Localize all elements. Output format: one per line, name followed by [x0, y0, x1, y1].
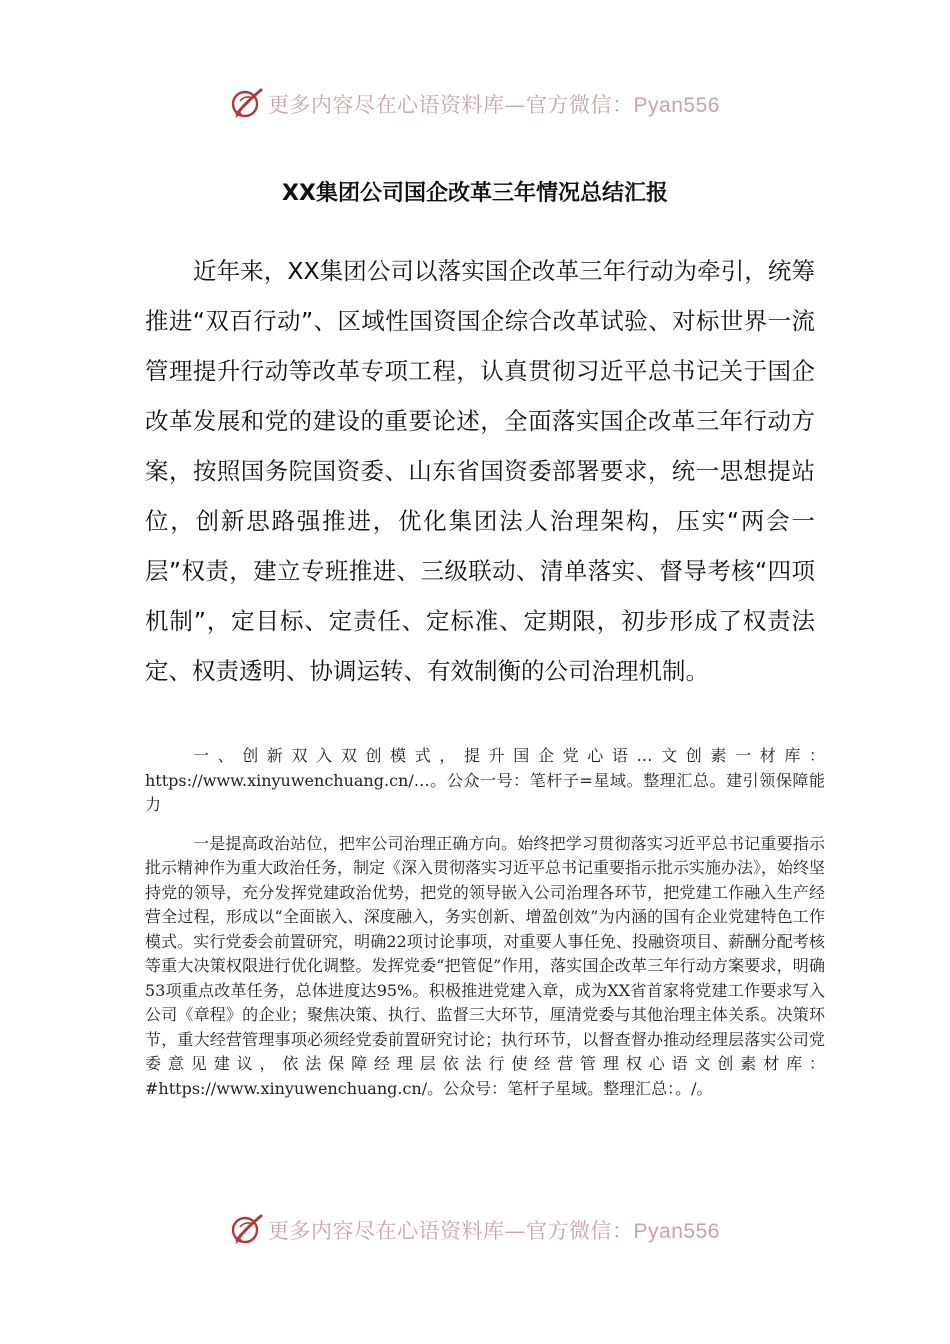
pen-logo-icon: [230, 1213, 264, 1247]
body-paragraph: 一是提高政治站位，把牢公司治理正确方向。始终把学习贯彻落实习近平总书记重要指示批示精神作为重大政治任务，制定《深入贯彻落实习近平总书记重要指示批示实施办法》，始终坚持党的领导，充分发挥党建政治优势，把党的领导嵌入公司治理各环节，把党建工作融入生产经营全过程，形成以“全面嵌入、深度融入，务实创新、增盈创效”为内涵的国有企业党建特色工作模式。实行党委会前置研究，明确22项讨论事项，对重要人事任免、投融资项目、薪酬分配考核等重大决策权限进行优化调整。发挥党委“把管促”作用，落实国企改革三年行动方案要求，明确53项重点改革任务，总体进度达95%。积极推进党建入章，成为XX省首家将党建工作要求写入公司《章程》的企业；聚焦决策、执行、监督三大环节，厘清党委与其他治理主体关系。决策环节，重大经营管理事项必须经党委前置研究讨论；执行环节，以督查督办推动经理层落实公司党委意见建议，依法保障经理层依法行使经营管理权心语文创素材库：#https://www.xinyuwenchuang.cn/。公众号：笔杆子星域。整理汇总：。/。: [145, 833, 826, 1098]
watermark-account: Pyan556: [633, 94, 720, 117]
watermark-text: 更多内容尽在心语资料库—官方微信：Pyan556: [268, 1219, 720, 1243]
intro-paragraph: 近年来，XX集团公司以落实国企改革三年行动为牵引，统筹推进“双百行动”、区域性国资国企综合改革试验、对标世界一流管理提升行动等改革专项工程，认真贯彻习近平总书记关于国企改革发展和党的建设的重要论述，全面落实国企改革三年行动方案，按照国务院国资委、山东省国资委部署要求，统一思想提站位，创新思路强推进，优化集团法人治理架构，压实“两会一层”权责，建立专班推进、三级联动、清单落实、督导考核“四项机制”，定目标、定责任、定标准、定期限，初步形成了权责法定、权责透明、协调运转、有效制衡的公司治理机制。: [145, 257, 815, 685]
document-body: [145, 744, 825, 1101]
watermark-account: Pyan556: [633, 1220, 720, 1243]
watermark-banner-bottom: [0, 1206, 950, 1254]
section-heading: 一、创新双入双创模式，提升国企党心语…文创素一材库：https://www.xinyuwenchuang.cn/…。公众一号：笔杆子=星域。整理汇总。建引领保障能力: [145, 746, 825, 814]
pen-logo-icon: [230, 87, 264, 121]
document-title: XX集团公司国企改革三年情况总结汇报: [282, 181, 668, 206]
watermark-banner-top: [0, 80, 950, 128]
watermark-text: 更多内容尽在心语资料库—官方微信：Pyan556: [268, 93, 720, 117]
